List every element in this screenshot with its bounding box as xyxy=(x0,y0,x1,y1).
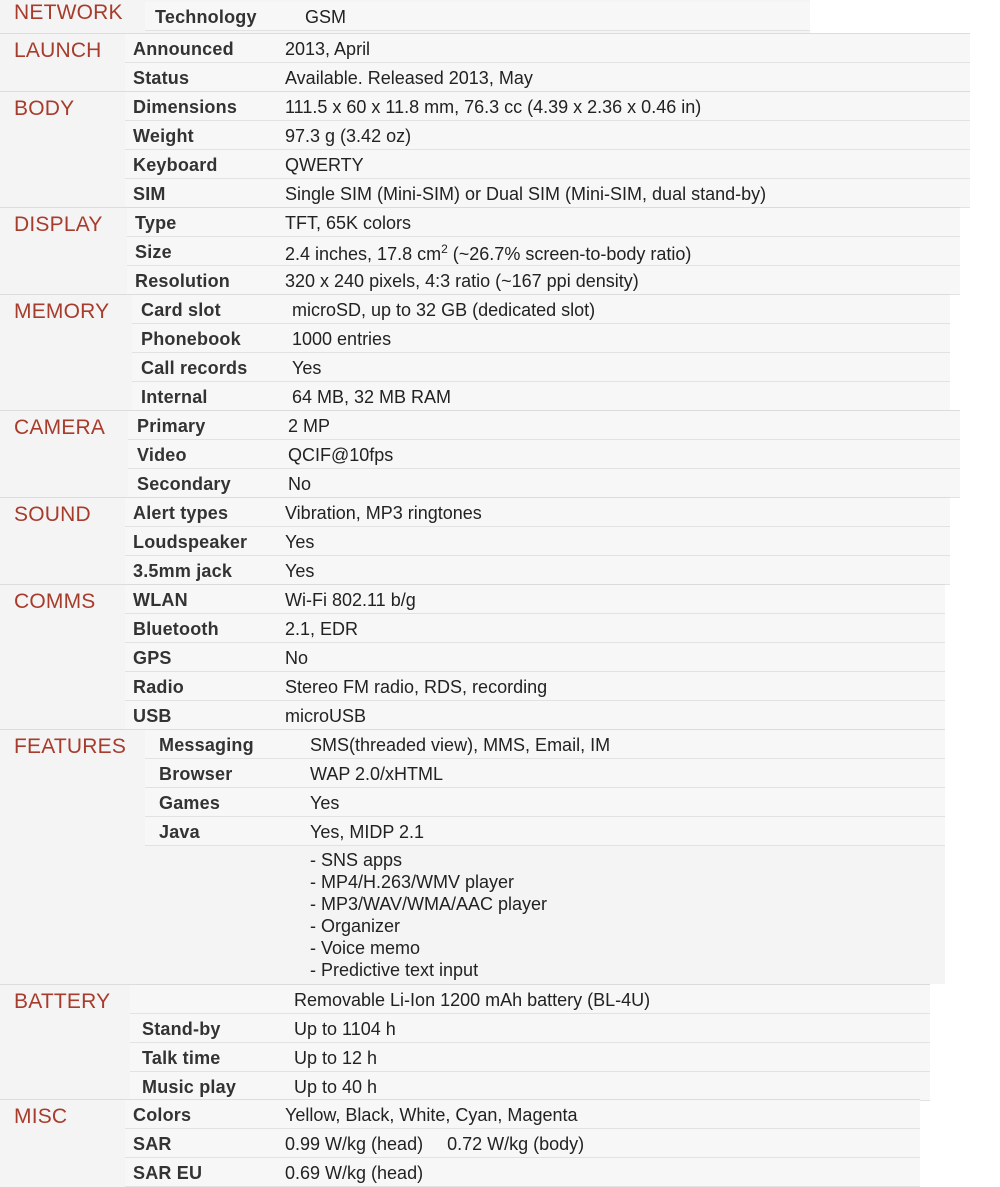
spec-label: GPS xyxy=(133,648,172,668)
spec-value: Yes xyxy=(310,793,340,813)
spec-row-size xyxy=(127,237,960,266)
spec-value: SMS(threaded view), MMS, Email, IM xyxy=(310,735,611,755)
spec-row-card-slot xyxy=(132,295,950,324)
spec-value: Wi-Fi 802.11 b/g xyxy=(285,590,416,610)
spec-value xyxy=(285,1134,584,1155)
spec-row-resolution xyxy=(127,266,960,295)
spec-label: Stand-by xyxy=(142,1019,221,1039)
category-title: MEMORY xyxy=(14,300,110,323)
list-item: - Voice memo xyxy=(310,938,421,958)
spec-value: microUSB xyxy=(285,706,367,726)
spec-row-browser xyxy=(145,759,945,788)
spec-value: 2.1, EDR xyxy=(285,619,359,639)
spec-label: Internal xyxy=(141,387,208,407)
spec-value: Yes xyxy=(285,532,315,552)
spec-value: Up to 12 h xyxy=(294,1048,378,1068)
spec-label: Keyboard xyxy=(133,155,218,175)
spec-value: Up to 1104 h xyxy=(294,1019,396,1039)
superscript-2: 2 xyxy=(441,242,448,256)
spec-label: Weight xyxy=(133,126,194,146)
spec-value: Up to 40 h xyxy=(294,1077,378,1097)
spec-value: Stereo FM radio, RDS, recording xyxy=(285,677,548,697)
spec-value: No xyxy=(285,648,309,668)
spec-row-type xyxy=(127,208,960,237)
spec-row-sar-eu xyxy=(125,1158,920,1187)
section-display xyxy=(0,207,960,294)
list-item: - SNS apps xyxy=(310,850,403,870)
spec-label: Music play xyxy=(142,1077,237,1097)
spec-value: 64 MB, 32 MB RAM xyxy=(292,387,452,407)
spec-label: Bluetooth xyxy=(133,619,219,639)
size-ratio-text: (~26.7% screen-to-body ratio) xyxy=(447,244,692,264)
section-sound xyxy=(0,497,950,584)
category-title: NETWORK xyxy=(14,1,123,24)
spec-value: Yes, MIDP 2.1 xyxy=(310,822,425,842)
spec-row-keyboard xyxy=(125,150,970,179)
spec-value: 111.5 x 60 x 11.8 mm, 76.3 cc (4.39 x 2.36 x 0.46 in) xyxy=(285,97,702,117)
spec-value: Yes xyxy=(285,561,315,581)
spec-label: Messaging xyxy=(159,735,254,755)
spec-row-sim xyxy=(125,179,970,208)
spec-value: WAP 2.0/xHTML xyxy=(310,764,444,784)
spec-row-music-play xyxy=(130,1072,930,1101)
background-notch xyxy=(810,0,1000,33)
section-battery xyxy=(0,984,930,1099)
spec-value: 2013, April xyxy=(285,39,371,59)
spec-label: Primary xyxy=(137,416,206,436)
spec-label: Phonebook xyxy=(141,329,241,349)
section-memory xyxy=(0,294,950,410)
spec-label: Size xyxy=(135,242,172,262)
spec-value: 0.69 W/kg (head) xyxy=(285,1163,424,1183)
spec-value: Removable Li-Ion 1200 mAh battery (BL-4U) xyxy=(294,990,651,1010)
spec-row-internal xyxy=(132,382,950,411)
section-camera xyxy=(0,410,960,497)
spec-label: Talk time xyxy=(142,1048,221,1068)
size-value-text: 2.4 inches, 17.8 cm xyxy=(285,244,442,264)
list-item: - Predictive text input xyxy=(310,960,479,980)
spec-label: USB xyxy=(133,706,172,726)
section-features xyxy=(0,729,945,984)
spec-label: Radio xyxy=(133,677,185,697)
spec-row-java xyxy=(145,817,945,846)
category-title: BODY xyxy=(14,97,75,120)
spec-row-weight xyxy=(125,121,970,150)
section-misc xyxy=(0,1099,920,1187)
spec-value: QWERTY xyxy=(285,155,364,175)
spec-label: Card slot xyxy=(141,300,221,320)
spec-value: GSM xyxy=(305,7,347,27)
category-title: SOUND xyxy=(14,503,91,526)
spec-row-announced xyxy=(125,34,970,63)
spec-value xyxy=(285,242,691,265)
spec-row-standby xyxy=(130,1014,930,1043)
spec-row-bluetooth xyxy=(125,614,945,643)
spec-row-talk-time xyxy=(130,1043,930,1072)
spec-label: Java xyxy=(159,822,200,842)
spec-label: Games xyxy=(159,793,221,813)
spec-value: 97.3 g (3.42 oz) xyxy=(285,126,412,146)
spec-row-radio xyxy=(125,672,945,701)
category-title: DISPLAY xyxy=(14,213,103,236)
spec-label: SAR xyxy=(133,1134,172,1154)
spec-label: Secondary xyxy=(137,474,231,494)
sar-head-value: 0.99 W/kg (head) xyxy=(285,1134,424,1154)
spec-label: Type xyxy=(135,213,177,233)
spec-label: Call records xyxy=(141,358,248,378)
category-title: CAMERA xyxy=(14,416,106,439)
spec-label: Alert types xyxy=(133,503,229,523)
category-title: FEATURES xyxy=(14,735,127,758)
spec-value: Available. Released 2013, May xyxy=(285,68,533,88)
spec-value: No xyxy=(288,474,312,494)
spec-label: Dimensions xyxy=(133,97,238,117)
spec-row-secondary xyxy=(128,469,960,498)
spec-value: Vibration, MP3 ringtones xyxy=(285,503,482,523)
spec-row-usb xyxy=(125,701,945,730)
spec-row-jack xyxy=(125,556,950,585)
section-comms xyxy=(0,584,945,729)
spec-row-call-records xyxy=(132,353,950,382)
spec-row-messaging xyxy=(145,730,945,759)
spec-label: Technology xyxy=(155,7,257,27)
features-extra-list xyxy=(310,849,547,981)
spec-row-battery-type xyxy=(130,985,930,1014)
spec-value: 1000 entries xyxy=(292,329,392,349)
spec-row-status xyxy=(125,63,970,92)
spec-value: Single SIM (Mini-SIM) or Dual SIM (Mini-SIM, dual stand-by) xyxy=(285,184,767,204)
spec-value: Yellow, Black, White, Cyan, Magenta xyxy=(285,1105,578,1125)
spec-label: SIM xyxy=(133,184,166,204)
spec-row-sar xyxy=(125,1129,920,1158)
spec-row-alert-types xyxy=(125,498,950,527)
list-item: - Organizer xyxy=(310,916,401,936)
spec-row-video xyxy=(128,440,960,469)
category-title: COMMS xyxy=(14,590,96,613)
spec-row-primary xyxy=(128,411,960,440)
section-launch xyxy=(0,33,970,91)
spec-label: Video xyxy=(137,445,187,465)
category-title: MISC xyxy=(14,1105,68,1128)
spec-label: Colors xyxy=(133,1105,192,1125)
spec-row-gps xyxy=(125,643,945,672)
spec-label: WLAN xyxy=(133,590,188,610)
category-title: LAUNCH xyxy=(14,39,102,62)
category-title: BATTERY xyxy=(14,990,111,1013)
spec-value: microSD, up to 32 GB (dedicated slot) xyxy=(292,300,596,320)
spec-value: QCIF@10fps xyxy=(288,445,394,465)
spec-row-technology xyxy=(145,2,810,31)
spec-label: Announced xyxy=(133,39,234,59)
list-item: - MP4/H.263/WMV player xyxy=(310,872,515,892)
sar-body-value: 0.72 W/kg (body) xyxy=(447,1134,585,1154)
section-body xyxy=(0,91,970,207)
spec-value: Yes xyxy=(292,358,322,378)
spec-label: 3.5mm jack xyxy=(133,561,233,581)
spec-label: Browser xyxy=(159,764,233,784)
spec-label: SAR EU xyxy=(133,1163,203,1183)
spec-row-phonebook xyxy=(132,324,950,353)
spec-value: TFT, 65K colors xyxy=(285,213,412,233)
spec-label: Status xyxy=(133,68,190,88)
spec-row-wlan xyxy=(125,585,945,614)
spec-value: 2 MP xyxy=(288,416,331,436)
spec-value: 320 x 240 pixels, 4:3 ratio (~167 ppi density) xyxy=(285,271,639,291)
spec-label: Loudspeaker xyxy=(133,532,248,552)
spec-row-games xyxy=(145,788,945,817)
list-item: - MP3/WAV/WMA/AAC player xyxy=(310,894,548,914)
spec-row-colors xyxy=(125,1100,920,1129)
spec-row-loudspeaker xyxy=(125,527,950,556)
spec-row-dimensions xyxy=(125,92,970,121)
spec-label: Resolution xyxy=(135,271,230,291)
section-network xyxy=(0,0,810,33)
